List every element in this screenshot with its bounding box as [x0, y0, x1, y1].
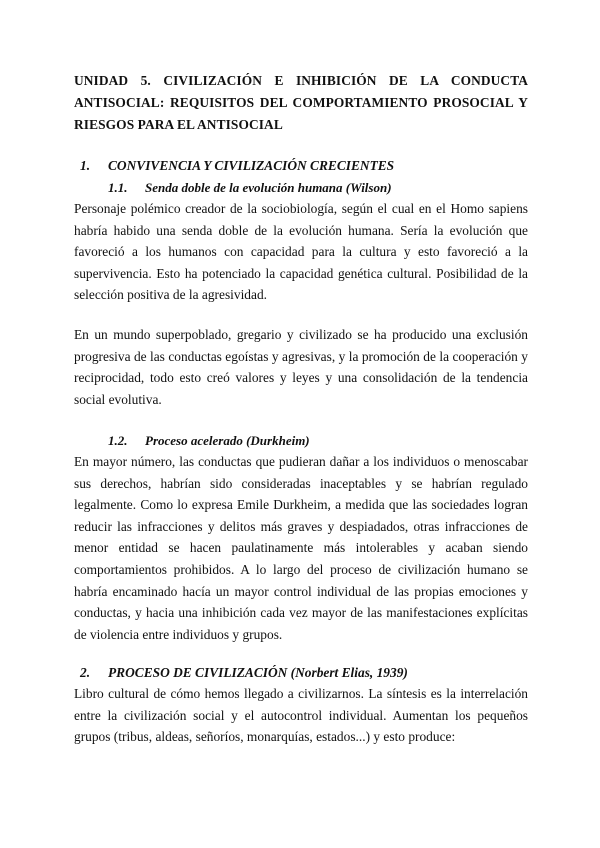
paragraph-1-1-b: En un mundo superpoblado, gregario y civilizado se ha producido una exclusión progresiva de las conductas egoístas y agresivas, y la promoción de la cooperación y reciprocidad, todo esto creó valores y leyes y una consolidación de la tendencia social evolutiva. — [74, 327, 528, 407]
section-1-heading-text: CONVIVENCIA Y CIVILIZACIÓN CRECIENTES — [108, 158, 395, 173]
paragraph-2-a: Libro cultural de cómo hemos llegado a civilizarnos. La síntesis es la interrelación entre la civilización social y el autocontrol individual. Aumentan los pequeños grupos (tribus, aldeas, señoríos, monarquías, estados...) y esto produce: — [74, 686, 528, 745]
document-title: UNIDAD 5. CIVILIZACIÓN E INHIBICIÓN DE LA CONDUCTA ANTISOCIAL: REQUISITOS DEL COMPORTAMIENTO PROSOCIAL Y RIESGOS PARA EL ANTISOCIAL — [74, 73, 528, 132]
section-2-heading-text: PROCESO DE CIVILIZACIÓN (Norbert Elias, 1939) — [108, 665, 408, 680]
paragraph-1-1-a: Personaje polémico creador de la sociobiología, según el cual en el Homo sapiens habría habido una senda doble de la evolución humana. Sería la evolución que favoreció a los humanos con capacidad para la cultura y esto favoreció a la supervivencia. Esto ha potenciado la capacidad genética cultural. Posibilidad de la selección positiva de la agresividad. — [74, 201, 528, 303]
subsection-1-2-number: 1.2. — [108, 433, 128, 448]
section-2-heading — [80, 664, 408, 682]
subsection-1-1-heading — [108, 179, 392, 197]
subsection-1-1-number: 1.1. — [108, 180, 128, 195]
subsection-1-2-heading — [108, 432, 310, 450]
subsection-1-2-heading-text: Proceso acelerado (Durkheim) — [145, 433, 310, 448]
section-2-number: 2. — [80, 665, 91, 680]
section-1-heading — [80, 157, 394, 175]
subsection-1-1-heading-text: Senda doble de la evolución humana (Wilson) — [145, 180, 392, 195]
paragraph-1-2-a: En mayor número, las conductas que pudieran dañar a los individuos o menoscabar sus derechos, habrían sido consideradas inaceptables y se habrían regulado legalmente. Como lo expresa Emile Durkheim, a medida que las sociedades logran reducir las infracciones y delitos más graves y despiadados, otras infracciones de menor entidad se hacen paulatinamente más intolerables y acaban siendo comportamientos prohibidos. A lo largo del proceso de civilización humano se habría encaminado hacía un mayor control individual de las propias emociones y conductas, y hacia una inhibición cada vez mayor de las manifestaciones explícitas de violencia entre individuos y grupos. — [74, 454, 528, 642]
section-1-number: 1. — [80, 158, 91, 173]
